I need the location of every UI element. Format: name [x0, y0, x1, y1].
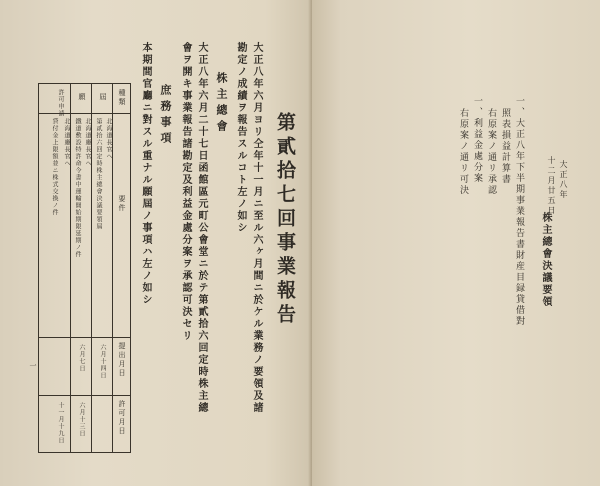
- date-line-1: 大正八年: [559, 160, 568, 200]
- table-rule-top: [38, 83, 130, 84]
- intro-line-2: 勘定ノ成績ヲ報告スルコト左ノ如シ: [235, 42, 246, 234]
- table-rule-left: [38, 83, 39, 453]
- affairs-heading: 庶務事項: [159, 84, 172, 148]
- row-addressee: 北海道長官へ: [105, 118, 112, 160]
- meeting-line-2: 會ヲ開キ事業報告諸勘定及利益金處分案ヲ承認可決セリ: [180, 42, 191, 342]
- intro-line-1: 大正八年六月ヨリ仝年十一月ニ至ル六ヶ月間ニ於ケル業務ノ要領及諸: [251, 42, 262, 414]
- row-type: 願: [78, 93, 86, 102]
- date-line-2: 十二月廿五日: [547, 156, 556, 216]
- resolution-item-1-cont: 照表損益計算書: [500, 108, 510, 185]
- resolution-item-2: 一、利益金處分案: [472, 96, 482, 184]
- row-type: 屆: [99, 93, 107, 102]
- row-submitted: 六月七日: [78, 344, 85, 372]
- resolution-item-1: 一、大正八年下半期事業報告書財産目録貸借對: [514, 96, 524, 327]
- table-header-submitted: 提出月日: [118, 342, 126, 378]
- meeting-line-1: 大正八年六月二十七日函館區元町公會堂ニ於テ第貳拾六回定時株主總: [196, 42, 207, 414]
- row-matter: 第貳拾六回定時株主總會決議要領屆: [95, 118, 102, 230]
- table-header-type: 種類: [118, 89, 126, 107]
- row-approved: 六月十三日: [78, 402, 85, 437]
- table-rule-bottom: [38, 452, 130, 453]
- meeting-heading: 株主總會: [215, 72, 228, 136]
- table-rule-dates: [38, 395, 130, 396]
- row-type: 許可申請: [57, 89, 64, 117]
- table-rule-type: [38, 113, 130, 114]
- row-matter: 貸付金上限額並ニ株式交換ノ件: [51, 118, 58, 216]
- resolution-item-2-result: 右原案ノ通リ可決: [458, 108, 468, 196]
- row-addressee: 北海道廳長官ヘ: [84, 118, 91, 167]
- page-folio: 一: [29, 362, 37, 369]
- row-submitted: 六月十四日: [99, 344, 106, 379]
- resolution-title: 株主總會決議要領: [540, 212, 551, 308]
- row-addressee: 北海道廳長官へ: [63, 118, 70, 167]
- report-title: 第貳拾七回事業報告: [274, 112, 296, 328]
- resolution-item-1-result: 右原案ノ通リ承認: [486, 108, 496, 196]
- row-approved: 十一月十九日: [57, 402, 64, 444]
- right-page: [312, 0, 600, 486]
- affairs-line: 本期間官廳ニ對スル重ナル願屆ノ事項ハ左ノ如シ: [140, 42, 151, 306]
- row-matter: 鐵道敷設特許命令書中運輸開始期限延期ノ件: [74, 118, 81, 258]
- table-header-approved: 許可月日: [118, 400, 126, 436]
- table-rule-right: [130, 83, 131, 453]
- table-rule-items: [38, 337, 130, 338]
- table-header-matter: 要件: [118, 195, 126, 213]
